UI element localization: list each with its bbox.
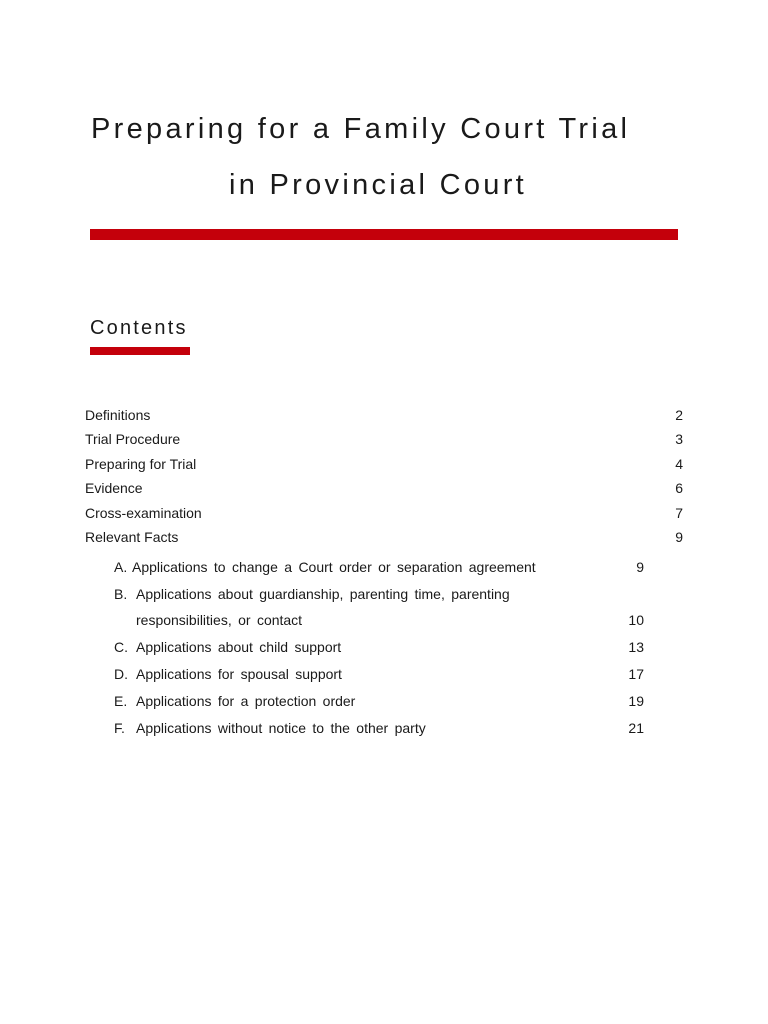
toc-entry-evidence[interactable] [85,478,683,502]
subentry-letter: B. [114,586,128,602]
subentry-label: Applications about child support [136,639,342,655]
toc-entry-page: 3 [675,431,683,448]
toc-entry-definitions[interactable] [85,405,683,429]
toc-entry-preparing-for-trial[interactable] [85,454,683,478]
toc-entry-label: Relevant Facts [85,528,179,545]
subentry-label: Applications about guardianship, parenting time, parenting responsibilities, or contact [136,586,510,628]
toc-subentry-d[interactable] [114,664,644,691]
toc-subentry-f[interactable] [114,718,644,745]
subentry-label: Applications for spousal support [136,666,342,682]
toc-entry-label: Trial Procedure [85,431,181,448]
toc-entry-page: 4 [675,455,683,472]
table-of-contents [85,405,683,551]
subentry-label: Applications to change a Court order or separation agreement [132,559,536,575]
subentry-page: 10 [628,612,644,628]
subentry-letter: C. [114,639,128,655]
toc-subentry-c[interactable] [114,637,644,664]
title-divider [90,229,678,240]
subentry-page: 17 [628,666,644,682]
subentry-page: 21 [628,720,644,736]
toc-entry-page: 2 [675,407,683,423]
toc-subentry-b[interactable] [114,584,644,637]
toc-entry-trial-procedure[interactable] [85,429,683,453]
document-title-line-1: Preparing for a Family Court Trial [91,113,631,145]
toc-entry-page: 9 [675,528,683,545]
subentry-page: 13 [628,639,644,655]
document-title-line-2: in Provincial Court [229,169,528,201]
subentry-page: 19 [628,693,644,709]
subentry-letter: D. [114,666,128,682]
toc-entry-label: Preparing for Trial [85,455,197,472]
toc-entry-label: Evidence [85,480,143,497]
contents-divider [90,347,190,355]
contents-heading: Contents [90,317,188,339]
toc-subentry-e[interactable] [114,691,644,718]
subentry-letter: A. [114,559,128,575]
relevant-facts-subsections [114,557,644,745]
toc-entry-page: 6 [675,480,683,497]
subentry-letter: E. [114,693,128,709]
subentry-page: 9 [636,559,644,575]
toc-entry-cross-examination[interactable] [85,503,683,527]
toc-entry-label: Definitions [85,407,151,423]
subentry-letter: F. [114,720,125,736]
subentry-label: Applications for a protection order [136,693,356,709]
subentry-label: Applications without notice to the other party [136,720,426,736]
toc-subentry-a[interactable] [114,557,644,584]
toc-entry-relevant-facts[interactable] [85,527,683,551]
toc-entry-label: Cross-examination [85,504,202,521]
toc-entry-page: 7 [675,504,683,521]
